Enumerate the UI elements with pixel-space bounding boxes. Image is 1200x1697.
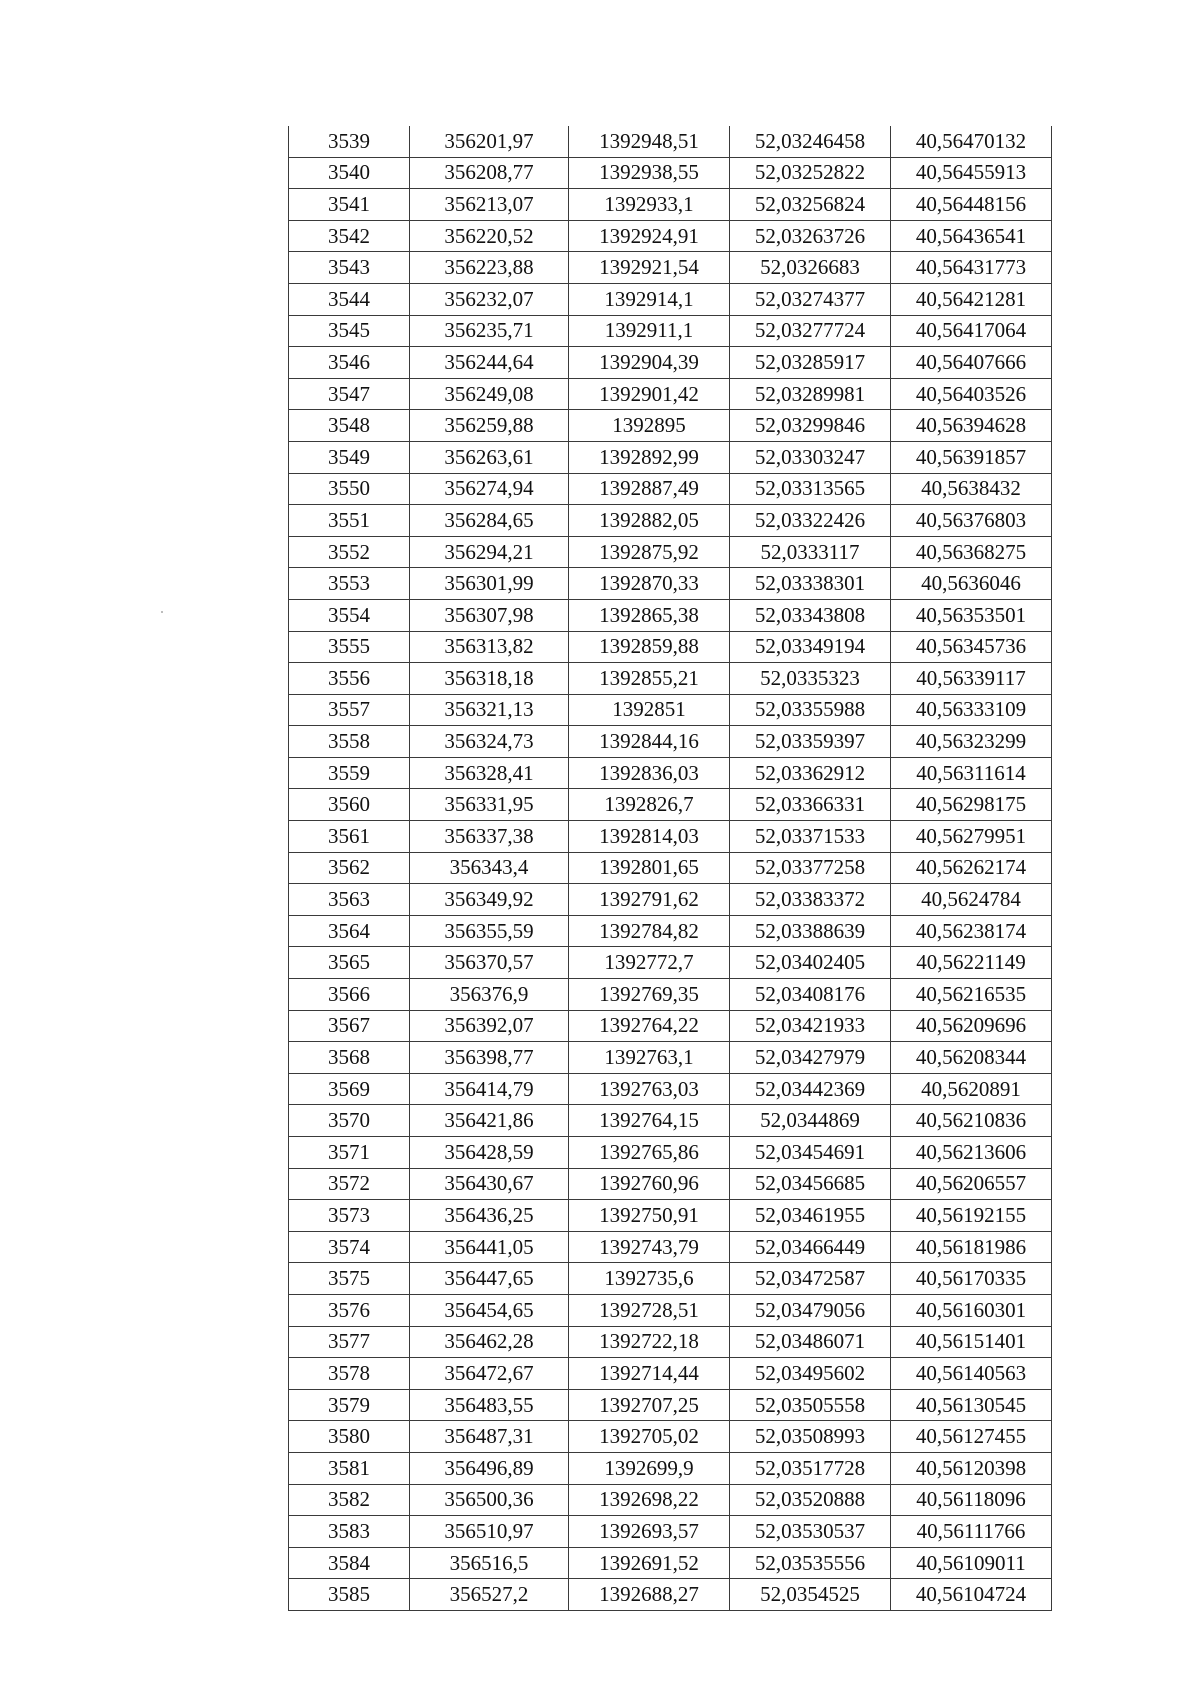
- latitude-cell: 52,03505558: [730, 1389, 891, 1421]
- y-coordinate-cell: 1392688,27: [569, 1579, 730, 1611]
- table-row: [289, 126, 1052, 157]
- y-coordinate-cell: 1392875,92: [569, 536, 730, 568]
- point-number-cell: 3579: [289, 1389, 410, 1421]
- point-number-cell: 3558: [289, 726, 410, 758]
- y-coordinate-cell: 1392743,79: [569, 1231, 730, 1263]
- longitude-cell: 40,56345736: [891, 631, 1052, 663]
- point-number-cell: 3574: [289, 1231, 410, 1263]
- x-coordinate-cell: 356370,57: [410, 947, 569, 979]
- x-coordinate-cell: 356376,9: [410, 979, 569, 1011]
- y-coordinate-cell: 1392707,25: [569, 1389, 730, 1421]
- latitude-cell: 52,03472587: [730, 1263, 891, 1295]
- longitude-cell: 40,56394628: [891, 410, 1052, 442]
- y-coordinate-cell: 1392882,05: [569, 505, 730, 537]
- latitude-cell: 52,03359397: [730, 726, 891, 758]
- table-row: [289, 979, 1052, 1011]
- table-row: [289, 347, 1052, 379]
- table-row: [289, 1484, 1052, 1516]
- table-row: [289, 726, 1052, 758]
- point-number-cell: 3540: [289, 157, 410, 189]
- x-coordinate-cell: 356447,65: [410, 1263, 569, 1295]
- table-row: [289, 884, 1052, 916]
- longitude-cell: 40,56298175: [891, 789, 1052, 821]
- x-coordinate-cell: 356249,08: [410, 378, 569, 410]
- latitude-cell: 52,03362912: [730, 757, 891, 789]
- latitude-cell: 52,03343808: [730, 599, 891, 631]
- y-coordinate-cell: 1392844,16: [569, 726, 730, 758]
- x-coordinate-cell: 356259,88: [410, 410, 569, 442]
- latitude-cell: 52,03442369: [730, 1073, 891, 1105]
- longitude-cell: 40,56431773: [891, 252, 1052, 284]
- x-coordinate-cell: 356213,07: [410, 189, 569, 221]
- y-coordinate-cell: 1392892,99: [569, 441, 730, 473]
- x-coordinate-cell: 356318,18: [410, 663, 569, 695]
- latitude-cell: 52,03277724: [730, 315, 891, 347]
- x-coordinate-cell: 356428,59: [410, 1137, 569, 1169]
- longitude-cell: 40,56436541: [891, 220, 1052, 252]
- y-coordinate-cell: 1392914,1: [569, 283, 730, 315]
- latitude-cell: 52,03495602: [730, 1358, 891, 1390]
- point-number-cell: 3548: [289, 410, 410, 442]
- x-coordinate-cell: 356516,5: [410, 1547, 569, 1579]
- longitude-cell: 40,56127455: [891, 1421, 1052, 1453]
- y-coordinate-cell: 1392859,88: [569, 631, 730, 663]
- table-row: [289, 1200, 1052, 1232]
- table-row: [289, 505, 1052, 537]
- longitude-cell: 40,56118096: [891, 1484, 1052, 1516]
- x-coordinate-cell: 356313,82: [410, 631, 569, 663]
- table-row: [289, 189, 1052, 221]
- point-number-cell: 3568: [289, 1042, 410, 1074]
- point-number-cell: 3552: [289, 536, 410, 568]
- longitude-cell: 40,56140563: [891, 1358, 1052, 1390]
- point-number-cell: 3565: [289, 947, 410, 979]
- point-number-cell: 3545: [289, 315, 410, 347]
- x-coordinate-cell: 356274,94: [410, 473, 569, 505]
- y-coordinate-cell: 1392693,57: [569, 1516, 730, 1548]
- latitude-cell: 52,03535556: [730, 1547, 891, 1579]
- x-coordinate-cell: 356331,95: [410, 789, 569, 821]
- longitude-cell: 40,56333109: [891, 694, 1052, 726]
- x-coordinate-cell: 356201,97: [410, 126, 569, 157]
- latitude-cell: 52,03466449: [730, 1231, 891, 1263]
- x-coordinate-cell: 356343,4: [410, 852, 569, 884]
- longitude-cell: 40,5620891: [891, 1073, 1052, 1105]
- latitude-cell: 52,03517728: [730, 1452, 891, 1484]
- scan-speck: [161, 611, 163, 613]
- y-coordinate-cell: 1392911,1: [569, 315, 730, 347]
- latitude-cell: 52,03508993: [730, 1421, 891, 1453]
- latitude-cell: 52,0335323: [730, 663, 891, 695]
- x-coordinate-cell: 356328,41: [410, 757, 569, 789]
- point-number-cell: 3560: [289, 789, 410, 821]
- table-row: [289, 1137, 1052, 1169]
- table-row: [289, 568, 1052, 600]
- x-coordinate-cell: 356235,71: [410, 315, 569, 347]
- latitude-cell: 52,03479056: [730, 1294, 891, 1326]
- y-coordinate-cell: 1392791,62: [569, 884, 730, 916]
- x-coordinate-cell: 356441,05: [410, 1231, 569, 1263]
- table-row: [289, 536, 1052, 568]
- y-coordinate-cell: 1392826,7: [569, 789, 730, 821]
- y-coordinate-cell: 1392728,51: [569, 1294, 730, 1326]
- latitude-cell: 52,03355988: [730, 694, 891, 726]
- point-number-cell: 3541: [289, 189, 410, 221]
- table-row: [289, 915, 1052, 947]
- table-row: [289, 1294, 1052, 1326]
- latitude-cell: 52,03427979: [730, 1042, 891, 1074]
- table-row: [289, 694, 1052, 726]
- x-coordinate-cell: 356483,55: [410, 1389, 569, 1421]
- point-number-cell: 3572: [289, 1168, 410, 1200]
- longitude-cell: 40,56262174: [891, 852, 1052, 884]
- longitude-cell: 40,56368275: [891, 536, 1052, 568]
- x-coordinate-cell: 356527,2: [410, 1579, 569, 1611]
- x-coordinate-cell: 356454,65: [410, 1294, 569, 1326]
- table-row: [289, 757, 1052, 789]
- y-coordinate-cell: 1392765,86: [569, 1137, 730, 1169]
- point-number-cell: 3553: [289, 568, 410, 600]
- table-row: [289, 283, 1052, 315]
- y-coordinate-cell: 1392764,22: [569, 1010, 730, 1042]
- longitude-cell: 40,56417064: [891, 315, 1052, 347]
- longitude-cell: 40,56353501: [891, 599, 1052, 631]
- table-row: [289, 1263, 1052, 1295]
- x-coordinate-cell: 356301,99: [410, 568, 569, 600]
- longitude-cell: 40,56216535: [891, 979, 1052, 1011]
- longitude-cell: 40,56120398: [891, 1452, 1052, 1484]
- y-coordinate-cell: 1392901,42: [569, 378, 730, 410]
- point-number-cell: 3570: [289, 1105, 410, 1137]
- x-coordinate-cell: 356349,92: [410, 884, 569, 916]
- longitude-cell: 40,56181986: [891, 1231, 1052, 1263]
- latitude-cell: 52,0326683: [730, 252, 891, 284]
- longitude-cell: 40,56311614: [891, 757, 1052, 789]
- longitude-cell: 40,56221149: [891, 947, 1052, 979]
- longitude-cell: 40,56279951: [891, 821, 1052, 853]
- longitude-cell: 40,56339117: [891, 663, 1052, 695]
- y-coordinate-cell: 1392764,15: [569, 1105, 730, 1137]
- point-number-cell: 3559: [289, 757, 410, 789]
- y-coordinate-cell: 1392904,39: [569, 347, 730, 379]
- point-number-cell: 3573: [289, 1200, 410, 1232]
- y-coordinate-cell: 1392763,1: [569, 1042, 730, 1074]
- point-number-cell: 3547: [289, 378, 410, 410]
- latitude-cell: 52,03299846: [730, 410, 891, 442]
- longitude-cell: 40,56421281: [891, 283, 1052, 315]
- x-coordinate-cell: 356500,36: [410, 1484, 569, 1516]
- point-number-cell: 3584: [289, 1547, 410, 1579]
- point-number-cell: 3555: [289, 631, 410, 663]
- point-number-cell: 3575: [289, 1263, 410, 1295]
- table-row: [289, 1073, 1052, 1105]
- point-number-cell: 3546: [289, 347, 410, 379]
- y-coordinate-cell: 1392698,22: [569, 1484, 730, 1516]
- longitude-cell: 40,56407666: [891, 347, 1052, 379]
- latitude-cell: 52,03520888: [730, 1484, 891, 1516]
- longitude-cell: 40,56391857: [891, 441, 1052, 473]
- y-coordinate-cell: 1392924,91: [569, 220, 730, 252]
- latitude-cell: 52,0344869: [730, 1105, 891, 1137]
- x-coordinate-cell: 356324,73: [410, 726, 569, 758]
- longitude-cell: 40,56238174: [891, 915, 1052, 947]
- y-coordinate-cell: 1392887,49: [569, 473, 730, 505]
- point-number-cell: 3581: [289, 1452, 410, 1484]
- x-coordinate-cell: 356472,67: [410, 1358, 569, 1390]
- point-number-cell: 3539: [289, 126, 410, 157]
- y-coordinate-cell: 1392814,03: [569, 821, 730, 853]
- latitude-cell: 52,03366331: [730, 789, 891, 821]
- point-number-cell: 3578: [289, 1358, 410, 1390]
- x-coordinate-cell: 356232,07: [410, 283, 569, 315]
- latitude-cell: 52,03263726: [730, 220, 891, 252]
- table-row: [289, 947, 1052, 979]
- y-coordinate-cell: 1392714,44: [569, 1358, 730, 1390]
- latitude-cell: 52,03246458: [730, 126, 891, 157]
- latitude-cell: 52,03408176: [730, 979, 891, 1011]
- y-coordinate-cell: 1392801,65: [569, 852, 730, 884]
- table-row: [289, 1579, 1052, 1611]
- longitude-cell: 40,56130545: [891, 1389, 1052, 1421]
- longitude-cell: 40,56109011: [891, 1547, 1052, 1579]
- latitude-cell: 52,03402405: [730, 947, 891, 979]
- longitude-cell: 40,56209696: [891, 1010, 1052, 1042]
- x-coordinate-cell: 356496,89: [410, 1452, 569, 1484]
- longitude-cell: 40,56448156: [891, 189, 1052, 221]
- latitude-cell: 52,03461955: [730, 1200, 891, 1232]
- point-number-cell: 3554: [289, 599, 410, 631]
- y-coordinate-cell: 1392772,7: [569, 947, 730, 979]
- y-coordinate-cell: 1392699,9: [569, 1452, 730, 1484]
- point-number-cell: 3577: [289, 1326, 410, 1358]
- longitude-cell: 40,5638432: [891, 473, 1052, 505]
- table-row: [289, 1168, 1052, 1200]
- longitude-cell: 40,56208344: [891, 1042, 1052, 1074]
- y-coordinate-cell: 1392705,02: [569, 1421, 730, 1453]
- x-coordinate-cell: 356414,79: [410, 1073, 569, 1105]
- table-row: [289, 1421, 1052, 1453]
- table-row: [289, 378, 1052, 410]
- x-coordinate-cell: 356321,13: [410, 694, 569, 726]
- point-number-cell: 3549: [289, 441, 410, 473]
- x-coordinate-cell: 356430,67: [410, 1168, 569, 1200]
- y-coordinate-cell: 1392750,91: [569, 1200, 730, 1232]
- table-row: [289, 220, 1052, 252]
- latitude-cell: 52,03456685: [730, 1168, 891, 1200]
- y-coordinate-cell: 1392836,03: [569, 757, 730, 789]
- longitude-cell: 40,56470132: [891, 126, 1052, 157]
- point-number-cell: 3556: [289, 663, 410, 695]
- table-row: [289, 1326, 1052, 1358]
- table-row: [289, 1452, 1052, 1484]
- longitude-cell: 40,56455913: [891, 157, 1052, 189]
- x-coordinate-cell: 356294,21: [410, 536, 569, 568]
- longitude-cell: 40,56210836: [891, 1105, 1052, 1137]
- table-row: [289, 441, 1052, 473]
- longitude-cell: 40,5624784: [891, 884, 1052, 916]
- x-coordinate-cell: 356284,65: [410, 505, 569, 537]
- table-row: [289, 1105, 1052, 1137]
- y-coordinate-cell: 1392938,55: [569, 157, 730, 189]
- table-row: [289, 473, 1052, 505]
- longitude-cell: 40,56111766: [891, 1516, 1052, 1548]
- point-number-cell: 3583: [289, 1516, 410, 1548]
- x-coordinate-cell: 356392,07: [410, 1010, 569, 1042]
- coordinates-table-body: [289, 126, 1052, 1610]
- y-coordinate-cell: 1392763,03: [569, 1073, 730, 1105]
- y-coordinate-cell: 1392921,54: [569, 252, 730, 284]
- latitude-cell: 52,03274377: [730, 283, 891, 315]
- table-row: [289, 1042, 1052, 1074]
- latitude-cell: 52,03371533: [730, 821, 891, 853]
- point-number-cell: 3576: [289, 1294, 410, 1326]
- point-number-cell: 3580: [289, 1421, 410, 1453]
- latitude-cell: 52,03285917: [730, 347, 891, 379]
- table-row: [289, 1231, 1052, 1263]
- x-coordinate-cell: 356244,64: [410, 347, 569, 379]
- y-coordinate-cell: 1392895: [569, 410, 730, 442]
- point-number-cell: 3567: [289, 1010, 410, 1042]
- y-coordinate-cell: 1392769,35: [569, 979, 730, 1011]
- point-number-cell: 3582: [289, 1484, 410, 1516]
- table-row: [289, 1547, 1052, 1579]
- table-row: [289, 1358, 1052, 1390]
- coordinates-table: [288, 126, 1052, 1611]
- table-row: [289, 1389, 1052, 1421]
- y-coordinate-cell: 1392784,82: [569, 915, 730, 947]
- table-row: [289, 157, 1052, 189]
- x-coordinate-cell: 356220,52: [410, 220, 569, 252]
- point-number-cell: 3585: [289, 1579, 410, 1611]
- table-row: [289, 631, 1052, 663]
- point-number-cell: 3566: [289, 979, 410, 1011]
- y-coordinate-cell: 1392851: [569, 694, 730, 726]
- y-coordinate-cell: 1392855,21: [569, 663, 730, 695]
- longitude-cell: 40,56403526: [891, 378, 1052, 410]
- point-number-cell: 3544: [289, 283, 410, 315]
- y-coordinate-cell: 1392870,33: [569, 568, 730, 600]
- latitude-cell: 52,03454691: [730, 1137, 891, 1169]
- x-coordinate-cell: 356462,28: [410, 1326, 569, 1358]
- x-coordinate-cell: 356223,88: [410, 252, 569, 284]
- table-row: [289, 252, 1052, 284]
- x-coordinate-cell: 356208,77: [410, 157, 569, 189]
- longitude-cell: 40,56323299: [891, 726, 1052, 758]
- longitude-cell: 40,56376803: [891, 505, 1052, 537]
- table-row: [289, 599, 1052, 631]
- x-coordinate-cell: 356263,61: [410, 441, 569, 473]
- x-coordinate-cell: 356487,31: [410, 1421, 569, 1453]
- latitude-cell: 52,03322426: [730, 505, 891, 537]
- table-row: [289, 1516, 1052, 1548]
- latitude-cell: 52,03388639: [730, 915, 891, 947]
- x-coordinate-cell: 356307,98: [410, 599, 569, 631]
- table-row: [289, 663, 1052, 695]
- longitude-cell: 40,56170335: [891, 1263, 1052, 1295]
- latitude-cell: 52,03530537: [730, 1516, 891, 1548]
- point-number-cell: 3557: [289, 694, 410, 726]
- latitude-cell: 52,03383372: [730, 884, 891, 916]
- y-coordinate-cell: 1392933,1: [569, 189, 730, 221]
- longitude-cell: 40,5636046: [891, 568, 1052, 600]
- latitude-cell: 52,03313565: [730, 473, 891, 505]
- longitude-cell: 40,56192155: [891, 1200, 1052, 1232]
- latitude-cell: 52,03486071: [730, 1326, 891, 1358]
- longitude-cell: 40,56213606: [891, 1137, 1052, 1169]
- latitude-cell: 52,03289981: [730, 378, 891, 410]
- longitude-cell: 40,56104724: [891, 1579, 1052, 1611]
- x-coordinate-cell: 356436,25: [410, 1200, 569, 1232]
- y-coordinate-cell: 1392722,18: [569, 1326, 730, 1358]
- latitude-cell: 52,03256824: [730, 189, 891, 221]
- latitude-cell: 52,03252822: [730, 157, 891, 189]
- latitude-cell: 52,0333117: [730, 536, 891, 568]
- latitude-cell: 52,03303247: [730, 441, 891, 473]
- point-number-cell: 3542: [289, 220, 410, 252]
- point-number-cell: 3543: [289, 252, 410, 284]
- y-coordinate-cell: 1392760,96: [569, 1168, 730, 1200]
- latitude-cell: 52,03421933: [730, 1010, 891, 1042]
- y-coordinate-cell: 1392735,6: [569, 1263, 730, 1295]
- latitude-cell: 52,03349194: [730, 631, 891, 663]
- y-coordinate-cell: 1392865,38: [569, 599, 730, 631]
- table-row: [289, 315, 1052, 347]
- x-coordinate-cell: 356355,59: [410, 915, 569, 947]
- x-coordinate-cell: 356398,77: [410, 1042, 569, 1074]
- latitude-cell: 52,0354525: [730, 1579, 891, 1611]
- point-number-cell: 3561: [289, 821, 410, 853]
- point-number-cell: 3564: [289, 915, 410, 947]
- table-row: [289, 789, 1052, 821]
- x-coordinate-cell: 356337,38: [410, 821, 569, 853]
- table-row: [289, 852, 1052, 884]
- point-number-cell: 3562: [289, 852, 410, 884]
- table-row: [289, 1010, 1052, 1042]
- longitude-cell: 40,56206557: [891, 1168, 1052, 1200]
- table-row: [289, 410, 1052, 442]
- longitude-cell: 40,56160301: [891, 1294, 1052, 1326]
- point-number-cell: 3551: [289, 505, 410, 537]
- latitude-cell: 52,03377258: [730, 852, 891, 884]
- latitude-cell: 52,03338301: [730, 568, 891, 600]
- y-coordinate-cell: 1392948,51: [569, 126, 730, 157]
- table-row: [289, 821, 1052, 853]
- x-coordinate-cell: 356421,86: [410, 1105, 569, 1137]
- point-number-cell: 3571: [289, 1137, 410, 1169]
- y-coordinate-cell: 1392691,52: [569, 1547, 730, 1579]
- point-number-cell: 3569: [289, 1073, 410, 1105]
- x-coordinate-cell: 356510,97: [410, 1516, 569, 1548]
- longitude-cell: 40,56151401: [891, 1326, 1052, 1358]
- point-number-cell: 3550: [289, 473, 410, 505]
- point-number-cell: 3563: [289, 884, 410, 916]
